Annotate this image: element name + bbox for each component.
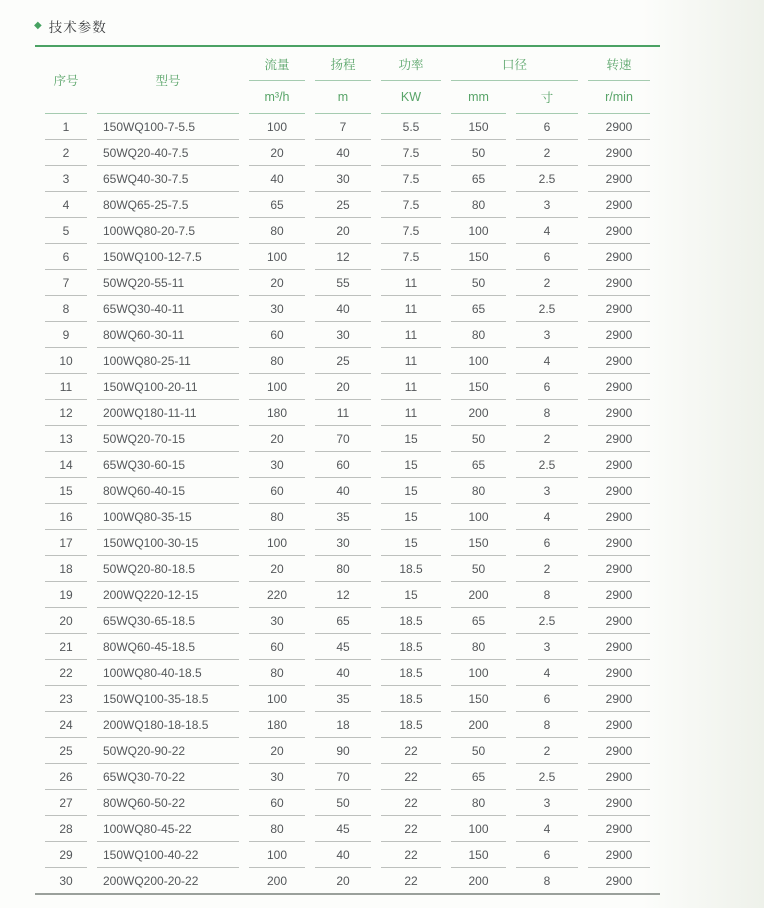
diameter-inch-cell: 6 — [516, 244, 578, 270]
table-row — [45, 296, 650, 322]
head-value-cell: 65 — [315, 608, 371, 634]
diameter-mm-cell: 200 — [451, 400, 506, 426]
diameter-mm-cell: 80 — [451, 790, 506, 816]
model-cell: 65WQ40-30-7.5 — [97, 166, 239, 192]
speed-value-cell: 2900 — [588, 348, 650, 374]
flow-value-cell: 60 — [249, 634, 305, 660]
diameter-inch-cell: 2.5 — [516, 296, 578, 322]
speed-value-cell: 2900 — [588, 634, 650, 660]
head-value-cell: 12 — [315, 582, 371, 608]
model-cell: 80WQ60-30-11 — [97, 322, 239, 348]
diameter-inch-cell: 2 — [516, 426, 578, 452]
diameter-inch-cell: 6 — [516, 686, 578, 712]
serial-cell: 7 — [45, 270, 87, 296]
model-cell: 200WQ180-18-18.5 — [97, 712, 239, 738]
serial-cell: 18 — [45, 556, 87, 582]
serial-cell: 30 — [59, 873, 73, 888]
header-serial: 序号 — [45, 47, 87, 114]
table-row — [45, 140, 650, 166]
model-cell: 100WQ80-35-15 — [97, 504, 239, 530]
power-value-cell: 22 — [404, 873, 418, 888]
speed-value-cell: 2900 — [588, 608, 650, 634]
diameter-inch-cell: 2.5 — [516, 452, 578, 478]
serial-cell: 1 — [45, 114, 87, 140]
diameter-mm-cell: 150 — [451, 374, 506, 400]
serial-cell: 27 — [45, 790, 87, 816]
diameter-inch-cell: 6 — [516, 530, 578, 556]
model-cell: 100WQ80-45-22 — [97, 816, 239, 842]
power-value-cell: 22 — [381, 816, 441, 842]
flow-value-cell: 100 — [249, 114, 305, 140]
table-row — [45, 712, 650, 738]
diameter-inch-cell: 8 — [516, 400, 578, 426]
table-row — [45, 556, 650, 582]
model-cell: 65WQ30-40-11 — [97, 296, 239, 322]
diameter-mm-cell: 200 — [451, 712, 506, 738]
power-value-cell: 18.5 — [381, 686, 441, 712]
head-value-cell: 80 — [315, 556, 371, 582]
table-row — [45, 530, 650, 556]
section-title — [0, 0, 764, 38]
diameter-inch-cell: 8 — [516, 712, 578, 738]
diameter-mm-cell: 65 — [451, 452, 506, 478]
diameter-mm-cell: 150 — [451, 114, 506, 140]
diameter-inch-cell: 4 — [516, 816, 578, 842]
diameter-inch-cell: 2 — [516, 556, 578, 582]
model-cell: 65WQ30-65-18.5 — [97, 608, 239, 634]
power-value-cell: 22 — [381, 764, 441, 790]
head-value-cell: 18 — [315, 712, 371, 738]
serial-cell: 9 — [45, 322, 87, 348]
table-row — [45, 816, 650, 842]
table-row — [45, 504, 650, 530]
diameter-mm-cell: 65 — [451, 166, 506, 192]
power-value-cell: 11 — [381, 374, 441, 400]
diameter-inch-cell: 2.5 — [516, 166, 578, 192]
diameter-mm-cell: 100 — [451, 816, 506, 842]
model-cell: 80WQ60-40-15 — [97, 478, 239, 504]
model-cell: 80WQ60-45-18.5 — [97, 634, 239, 660]
diamond-bullet-icon: ◆ — [34, 20, 42, 31]
speed-value-cell: 2900 — [588, 764, 650, 790]
head-value-cell: 30 — [315, 166, 371, 192]
diameter-mm-cell: 50 — [451, 738, 506, 764]
flow-value-cell: 30 — [249, 296, 305, 322]
model-cell: 50WQ20-90-22 — [97, 738, 239, 764]
speed-value-cell: 2900 — [588, 374, 650, 400]
model-cell: 100WQ80-40-18.5 — [97, 660, 239, 686]
power-value-cell: 7.5 — [381, 244, 441, 270]
head-value-cell: 30 — [315, 530, 371, 556]
serial-cell: 4 — [45, 192, 87, 218]
speed-value-cell: 2900 — [588, 504, 650, 530]
model-cell: 150WQ100-12-7.5 — [97, 244, 239, 270]
flow-value-cell: 60 — [249, 322, 305, 348]
speed-value-cell: 2900 — [588, 452, 650, 478]
header-power-unit: KW — [381, 81, 441, 114]
diameter-inch-cell: 3 — [516, 790, 578, 816]
flow-value-cell: 180 — [249, 712, 305, 738]
diameter-inch-cell: 6 — [516, 842, 578, 868]
power-value-cell: 11 — [381, 322, 441, 348]
flow-value-cell: 20 — [249, 556, 305, 582]
header-diameter-inch: 寸 — [516, 81, 578, 114]
flow-value-cell: 80 — [249, 348, 305, 374]
diameter-inch-cell: 4 — [516, 348, 578, 374]
model-cell: 150WQ100-7-5.5 — [97, 114, 239, 140]
diameter-inch-cell: 2.5 — [516, 608, 578, 634]
speed-value-cell: 2900 — [588, 842, 650, 868]
power-value-cell: 11 — [381, 348, 441, 374]
diameter-inch-cell: 3 — [516, 478, 578, 504]
flow-value-cell: 100 — [249, 530, 305, 556]
serial-cell: 13 — [45, 426, 87, 452]
speed-value-cell: 2900 — [588, 790, 650, 816]
speed-value-cell: 2900 — [588, 270, 650, 296]
flow-value-cell: 60 — [249, 478, 305, 504]
speed-value-cell: 2900 — [588, 556, 650, 582]
serial-cell: 11 — [45, 374, 87, 400]
power-value-cell: 18.5 — [381, 634, 441, 660]
diameter-mm-cell: 150 — [451, 686, 506, 712]
diameter-mm-cell: 150 — [451, 842, 506, 868]
speed-value-cell: 2900 — [588, 478, 650, 504]
diameter-mm-cell: 50 — [451, 556, 506, 582]
power-value-cell: 11 — [381, 296, 441, 322]
power-value-cell: 18.5 — [381, 712, 441, 738]
power-value-cell: 15 — [381, 582, 441, 608]
header-flow: 流量 — [249, 47, 305, 81]
head-value-cell: 12 — [315, 244, 371, 270]
table-row — [45, 322, 650, 348]
head-value-cell: 45 — [315, 634, 371, 660]
diameter-mm-cell: 100 — [451, 504, 506, 530]
power-value-cell: 15 — [381, 504, 441, 530]
table-row — [45, 374, 650, 400]
head-value-cell: 25 — [315, 348, 371, 374]
serial-cell: 19 — [45, 582, 87, 608]
diameter-mm-cell: 80 — [451, 192, 506, 218]
diameter-mm-cell: 80 — [451, 478, 506, 504]
serial-cell: 2 — [45, 140, 87, 166]
model-cell: 50WQ20-70-15 — [97, 426, 239, 452]
flow-value-cell: 65 — [249, 192, 305, 218]
table-row — [45, 270, 650, 296]
serial-cell: 21 — [45, 634, 87, 660]
serial-cell: 22 — [45, 660, 87, 686]
model-cell: 100WQ80-20-7.5 — [97, 218, 239, 244]
serial-cell: 10 — [45, 348, 87, 374]
spec-table-container — [35, 45, 660, 895]
serial-cell: 15 — [45, 478, 87, 504]
diameter-inch-cell: 3 — [516, 192, 578, 218]
table-row — [45, 400, 650, 426]
flow-value-cell: 20 — [249, 140, 305, 166]
speed-value-cell: 2900 — [588, 296, 650, 322]
power-value-cell: 15 — [381, 478, 441, 504]
header-speed-unit: r/min — [588, 81, 650, 114]
speed-value-cell: 2900 — [588, 114, 650, 140]
serial-cell: 24 — [45, 712, 87, 738]
table-header — [45, 47, 650, 114]
model-cell: 65WQ30-60-15 — [97, 452, 239, 478]
serial-cell: 25 — [45, 738, 87, 764]
flow-value-cell: 180 — [249, 400, 305, 426]
table-row — [45, 348, 650, 374]
table-row — [45, 868, 650, 893]
speed-value-cell: 2900 — [588, 686, 650, 712]
diameter-mm-cell: 80 — [451, 634, 506, 660]
diameter-inch-cell: 2.5 — [516, 764, 578, 790]
head-value-cell: 70 — [315, 426, 371, 452]
header-speed: 转速 — [588, 47, 650, 81]
diameter-mm-cell: 50 — [451, 270, 506, 296]
flow-value-cell: 30 — [249, 608, 305, 634]
model-cell: 200WQ200-20-22 — [103, 873, 199, 888]
flow-value-cell: 20 — [249, 738, 305, 764]
serial-cell: 6 — [45, 244, 87, 270]
head-value-cell: 40 — [315, 660, 371, 686]
head-value-cell: 40 — [315, 842, 371, 868]
diameter-inch-cell: 6 — [516, 114, 578, 140]
head-value-cell: 40 — [315, 478, 371, 504]
speed-value-cell: 2900 — [588, 140, 650, 166]
serial-cell: 20 — [45, 608, 87, 634]
diameter-mm-cell: 100 — [451, 348, 506, 374]
diameter-inch-cell: 4 — [516, 218, 578, 244]
head-value-cell: 90 — [315, 738, 371, 764]
flow-value-cell: 100 — [249, 244, 305, 270]
power-value-cell: 11 — [381, 400, 441, 426]
model-cell: 80WQ60-50-22 — [97, 790, 239, 816]
table-row — [45, 426, 650, 452]
flow-value-cell: 40 — [249, 166, 305, 192]
header-flow-unit: m³/h — [249, 81, 305, 114]
diameter-mm-cell: 65 — [451, 608, 506, 634]
flow-value-cell: 30 — [249, 452, 305, 478]
head-value-cell: 25 — [315, 192, 371, 218]
model-cell: 150WQ100-30-15 — [97, 530, 239, 556]
table-row — [45, 166, 650, 192]
power-value-cell: 18.5 — [381, 608, 441, 634]
head-value-cell: 45 — [315, 816, 371, 842]
diameter-inch-cell: 2 — [516, 140, 578, 166]
speed-value-cell: 2900 — [588, 816, 650, 842]
table-row — [45, 790, 650, 816]
speed-value-cell: 2900 — [588, 582, 650, 608]
diameter-mm-cell: 200 — [451, 582, 506, 608]
diameter-inch-cell: 3 — [516, 634, 578, 660]
head-value-cell: 70 — [315, 764, 371, 790]
speed-value-cell: 2900 — [588, 660, 650, 686]
head-value-cell: 30 — [315, 322, 371, 348]
flow-value-cell: 200 — [266, 873, 288, 888]
model-cell: 100WQ80-25-11 — [97, 348, 239, 374]
diameter-mm-cell: 65 — [451, 296, 506, 322]
diameter-mm-cell: 200 — [468, 873, 489, 888]
serial-cell: 29 — [45, 842, 87, 868]
table-row — [45, 452, 650, 478]
diameter-inch-cell: 4 — [516, 660, 578, 686]
flow-value-cell: 60 — [249, 790, 305, 816]
model-cell: 200WQ180-11-11 — [97, 400, 239, 426]
serial-cell: 5 — [45, 218, 87, 244]
model-cell: 150WQ100-40-22 — [97, 842, 239, 868]
diameter-mm-cell: 100 — [451, 218, 506, 244]
table-row — [45, 478, 650, 504]
model-cell: 80WQ65-25-7.5 — [97, 192, 239, 218]
table-row — [45, 660, 650, 686]
power-value-cell: 11 — [381, 270, 441, 296]
head-value-cell: 50 — [315, 790, 371, 816]
header-power: 功率 — [381, 47, 441, 81]
head-value-cell: 11 — [315, 400, 371, 426]
flow-value-cell: 100 — [249, 686, 305, 712]
diameter-inch-cell: 2 — [516, 738, 578, 764]
diameter-mm-cell: 150 — [451, 530, 506, 556]
power-value-cell: 18.5 — [381, 660, 441, 686]
speed-value-cell: 2900 — [588, 426, 650, 452]
header-diameter-mm: mm — [451, 81, 506, 114]
flow-value-cell: 80 — [249, 816, 305, 842]
serial-cell: 28 — [45, 816, 87, 842]
table-row — [45, 738, 650, 764]
head-value-cell: 20 — [315, 374, 371, 400]
head-value-cell: 20 — [315, 218, 371, 244]
model-cell: 200WQ220-12-15 — [97, 582, 239, 608]
model-cell: 150WQ100-20-11 — [97, 374, 239, 400]
diameter-inch-cell: 6 — [516, 374, 578, 400]
table-row — [45, 244, 650, 270]
flow-value-cell: 220 — [249, 582, 305, 608]
power-value-cell: 22 — [381, 842, 441, 868]
diameter-inch-cell: 3 — [516, 322, 578, 348]
head-value-cell: 60 — [315, 452, 371, 478]
power-value-cell: 7.5 — [381, 218, 441, 244]
speed-value-cell: 2900 — [588, 166, 650, 192]
power-value-cell: 15 — [381, 426, 441, 452]
flow-value-cell: 20 — [249, 426, 305, 452]
table-row — [45, 582, 650, 608]
speed-value-cell: 2900 — [588, 530, 650, 556]
flow-value-cell: 80 — [249, 218, 305, 244]
flow-value-cell: 80 — [249, 660, 305, 686]
flow-value-cell: 20 — [249, 270, 305, 296]
head-value-cell: 35 — [315, 504, 371, 530]
power-value-cell: 22 — [381, 790, 441, 816]
table-row — [45, 192, 650, 218]
speed-value-cell: 2900 — [588, 322, 650, 348]
serial-cell: 14 — [45, 452, 87, 478]
header-head-unit: m — [315, 81, 371, 114]
speed-value-cell: 2900 — [588, 192, 650, 218]
power-value-cell: 7.5 — [381, 192, 441, 218]
header-model: 型号 — [97, 47, 239, 114]
model-cell: 50WQ20-40-7.5 — [97, 140, 239, 166]
head-value-cell: 40 — [315, 296, 371, 322]
diameter-inch-cell: 8 — [516, 582, 578, 608]
diameter-mm-cell: 80 — [451, 322, 506, 348]
table-row — [45, 114, 650, 140]
diameter-inch-cell: 4 — [516, 504, 578, 530]
flow-value-cell: 80 — [249, 504, 305, 530]
power-value-cell: 7.5 — [381, 140, 441, 166]
table-row — [45, 634, 650, 660]
power-value-cell: 22 — [381, 738, 441, 764]
table-row — [45, 218, 650, 244]
power-value-cell: 5.5 — [381, 114, 441, 140]
power-value-cell: 15 — [381, 452, 441, 478]
serial-cell: 3 — [45, 166, 87, 192]
head-value-cell: 35 — [315, 686, 371, 712]
diameter-mm-cell: 100 — [451, 660, 506, 686]
head-value-cell: 40 — [315, 140, 371, 166]
spec-table — [35, 47, 660, 893]
head-value-cell: 7 — [315, 114, 371, 140]
table-body — [45, 114, 650, 893]
table-row — [45, 842, 650, 868]
diameter-inch-cell: 2 — [516, 270, 578, 296]
serial-cell: 23 — [45, 686, 87, 712]
table-row — [45, 608, 650, 634]
flow-value-cell: 100 — [249, 374, 305, 400]
head-value-cell: 55 — [315, 270, 371, 296]
flow-value-cell: 100 — [249, 842, 305, 868]
model-cell: 50WQ20-55-11 — [97, 270, 239, 296]
power-value-cell: 7.5 — [381, 166, 441, 192]
speed-value-cell: 2900 — [588, 400, 650, 426]
diameter-mm-cell: 65 — [451, 764, 506, 790]
power-value-cell: 18.5 — [381, 556, 441, 582]
model-cell: 150WQ100-35-18.5 — [97, 686, 239, 712]
flow-value-cell: 30 — [249, 764, 305, 790]
serial-cell: 8 — [45, 296, 87, 322]
speed-value-cell: 2900 — [588, 712, 650, 738]
diameter-mm-cell: 150 — [451, 244, 506, 270]
speed-value-cell: 2900 — [588, 218, 650, 244]
power-value-cell: 15 — [381, 530, 441, 556]
head-value-cell: 20 — [336, 873, 350, 888]
header-diameter: 口径 — [451, 47, 578, 81]
speed-value-cell: 2900 — [588, 244, 650, 270]
serial-cell: 17 — [45, 530, 87, 556]
table-row — [45, 764, 650, 790]
speed-value-cell: 2900 — [588, 738, 650, 764]
model-cell: 65WQ30-70-22 — [97, 764, 239, 790]
serial-cell: 16 — [45, 504, 87, 530]
diameter-inch-cell: 8 — [543, 873, 551, 888]
diameter-mm-cell: 50 — [451, 140, 506, 166]
table-row — [45, 686, 650, 712]
header-head: 扬程 — [315, 47, 371, 81]
serial-cell: 26 — [45, 764, 87, 790]
serial-cell: 12 — [45, 400, 87, 426]
diameter-mm-cell: 50 — [451, 426, 506, 452]
page-title: 技术参数 — [48, 20, 107, 35]
speed-value-cell: 2900 — [605, 873, 633, 888]
model-cell: 50WQ20-80-18.5 — [97, 556, 239, 582]
